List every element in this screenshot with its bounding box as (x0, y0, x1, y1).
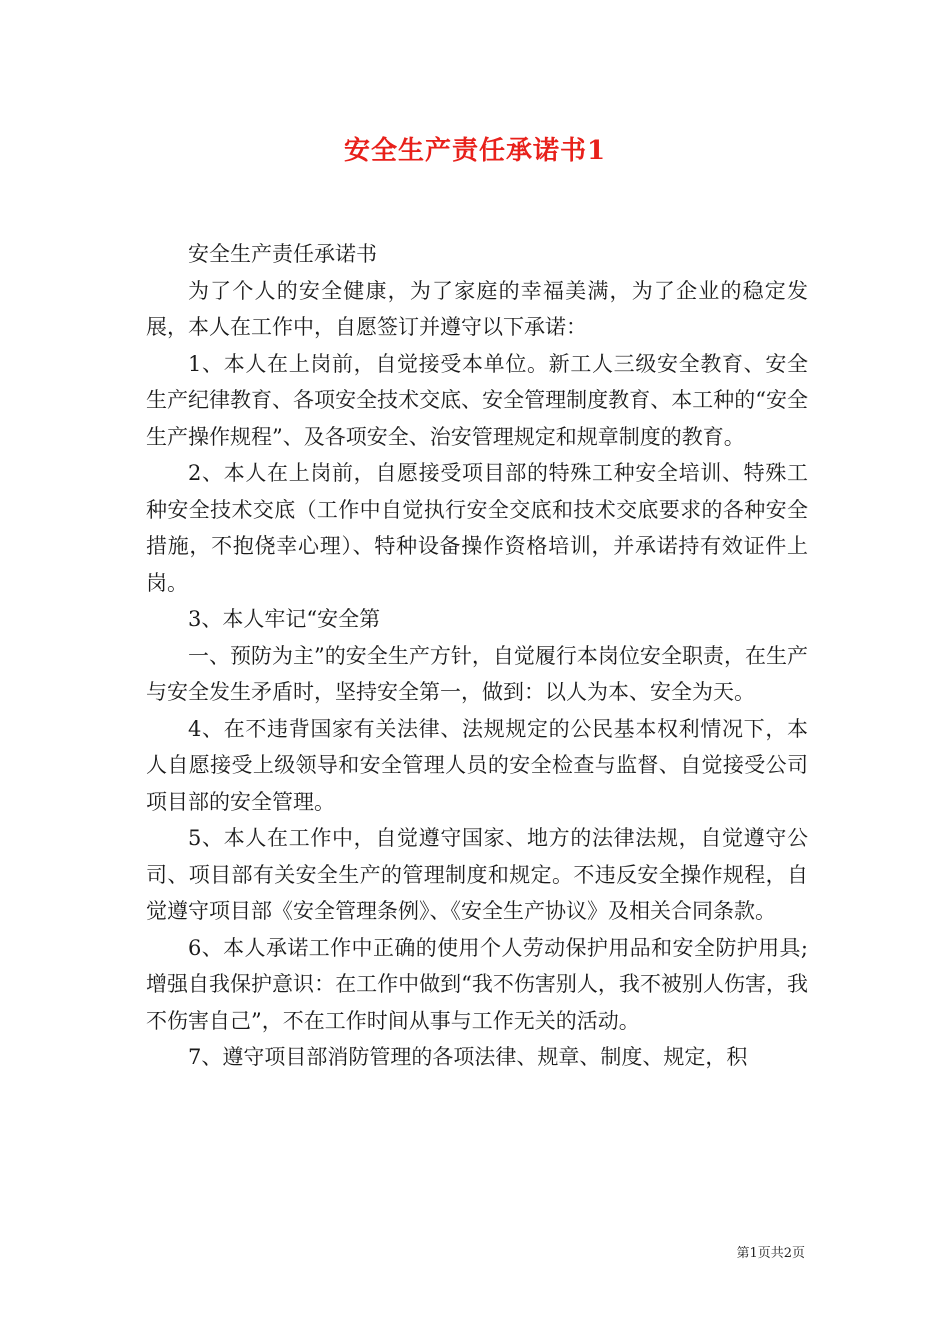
page-number-footer: 第1页共2页 (736, 1246, 805, 1261)
document-subtitle: 安全生产责任承诺书 (188, 242, 377, 266)
paragraph-item-7: 7、遵守项目部消防管理的各项法律、规章、制度、规定，积 (188, 1045, 748, 1069)
document-title: 安全生产责任承诺书1 (343, 136, 607, 166)
paragraph-item-3: 3、本人牢记“安全第 (188, 607, 381, 631)
paragraph-intro: 为了个人的安全健康，为了家庭的幸福美满，为了企业的稳定发展，本人在工作中，自愿签订并遵守以下承诺： (146, 278, 808, 339)
paragraph-item-1: 1、本人在上岗前，自觉接受本单位。新工人三级安全教育、安全生产纪律教育、各项安全技术交底、安全管理制度教育、本工种的“安全生产操作规程”、及各项安全、治安管理规定和规章制度的教育。 (146, 351, 808, 449)
paragraph-item-5: 5、本人在工作中，自觉遵守国家、地方的法律法规，自觉遵守公司、项目部有关安全生产的管理制度和规定。不违反安全操作规程，自觉遵守项目部《安全管理条例》、《安全生产协议》及相关合同条款。 (146, 826, 808, 923)
paragraph-item-2: 2、本人在上岗前，自愿接受项目部的特殊工种安全培训、特殊工种安全技术交底（工作中自觉执行安全交底和技术交底要求的各种安全措施，不抱侥幸心理）、特种设备操作资格培训，并承诺持有效证件上岗。 (146, 461, 808, 595)
document-body (146, 236, 808, 1076)
paragraph-item-4: 4、在不违背国家有关法律、法规规定的公民基本权利情况下，本人自愿接受上级领导和安全管理人员的安全检查与监督、自觉接受公司项目部的安全管理。 (146, 716, 808, 814)
paragraph-item-3-continued: 一、预防为主”的安全生产方针，自觉履行本岗位安全职责，在生产与安全发生矛盾时，坚持安全第一，做到：以人为本、安全为天。 (146, 643, 808, 704)
paragraph-item-6: 6、本人承诺工作中正确的使用个人劳动保护用品和安全防护用具;增强自我保护意识：在工作中做到“我不伤害别人，我不被别人伤害，我不伤害自己”，不在工作时间从事与工作无关的活动。 (146, 935, 808, 1033)
